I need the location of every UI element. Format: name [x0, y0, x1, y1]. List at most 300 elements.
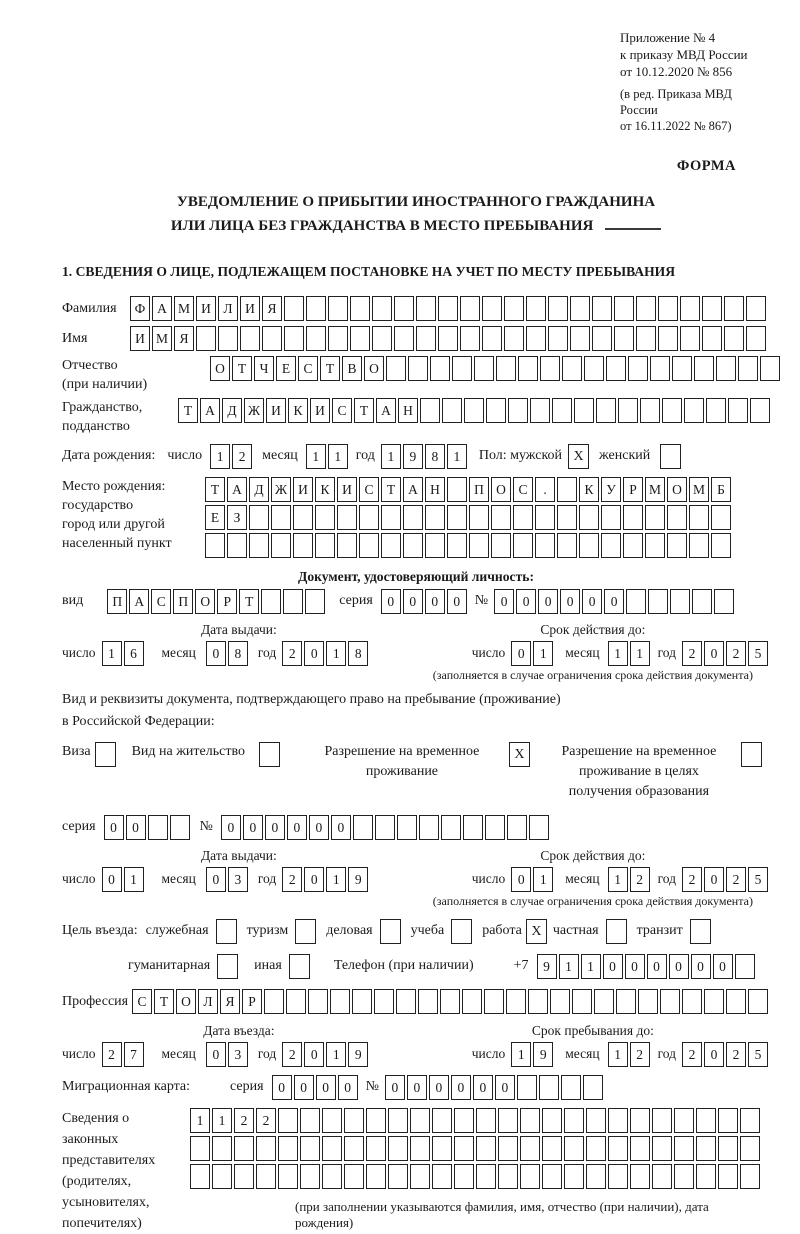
- char-cell[interactable]: [557, 533, 577, 558]
- char-cell[interactable]: У: [601, 477, 621, 502]
- char-cell[interactable]: И: [240, 296, 260, 321]
- char-cell[interactable]: [474, 356, 494, 381]
- char-cell[interactable]: 1: [533, 641, 553, 666]
- char-cell[interactable]: Т: [232, 356, 252, 381]
- char-cell[interactable]: 1: [306, 444, 326, 469]
- char-cell[interactable]: О: [195, 589, 215, 614]
- residence-permit-checkbox[interactable]: [259, 742, 280, 767]
- char-cell[interactable]: 0: [407, 1075, 427, 1100]
- char-cell[interactable]: 0: [447, 589, 467, 614]
- char-cell[interactable]: 2: [630, 1042, 650, 1067]
- char-cell[interactable]: [667, 533, 687, 558]
- char-cell[interactable]: [694, 356, 714, 381]
- char-cell[interactable]: 0: [316, 1075, 336, 1100]
- char-cell[interactable]: [403, 533, 423, 558]
- char-cell[interactable]: 2: [726, 867, 746, 892]
- char-cell[interactable]: [491, 505, 511, 530]
- char-cell[interactable]: 1: [447, 444, 467, 469]
- char-cell[interactable]: [592, 326, 612, 351]
- char-cell[interactable]: [628, 356, 648, 381]
- char-cell[interactable]: 2: [726, 641, 746, 666]
- char-cell[interactable]: 2: [682, 641, 702, 666]
- visa-checkbox[interactable]: [95, 742, 116, 767]
- char-cell[interactable]: [608, 1136, 628, 1161]
- char-cell[interactable]: 9: [348, 867, 368, 892]
- char-cell[interactable]: [484, 989, 504, 1014]
- char-cell[interactable]: [432, 1164, 452, 1189]
- char-cell[interactable]: Р: [217, 589, 237, 614]
- char-cell[interactable]: 0: [272, 1075, 292, 1100]
- char-cell[interactable]: 0: [331, 815, 351, 840]
- char-cell[interactable]: В: [342, 356, 362, 381]
- char-cell[interactable]: [410, 1164, 430, 1189]
- char-cell[interactable]: [498, 1164, 518, 1189]
- char-cell[interactable]: [548, 296, 568, 321]
- char-cell[interactable]: [658, 326, 678, 351]
- char-cell[interactable]: [674, 1108, 694, 1133]
- char-cell[interactable]: 1: [381, 444, 401, 469]
- char-cell[interactable]: [542, 1136, 562, 1161]
- char-cell[interactable]: А: [376, 398, 396, 423]
- char-cell[interactable]: [714, 589, 734, 614]
- char-cell[interactable]: [397, 815, 417, 840]
- char-cell[interactable]: [539, 1075, 559, 1100]
- char-cell[interactable]: [540, 356, 560, 381]
- char-cell[interactable]: [561, 1075, 581, 1100]
- char-cell[interactable]: [696, 1108, 716, 1133]
- char-cell[interactable]: С: [132, 989, 152, 1014]
- char-cell[interactable]: Т: [320, 356, 340, 381]
- char-cell[interactable]: [234, 1136, 254, 1161]
- char-cell[interactable]: [564, 1108, 584, 1133]
- char-cell[interactable]: [337, 505, 357, 530]
- char-cell[interactable]: Д: [249, 477, 269, 502]
- char-cell[interactable]: [262, 326, 282, 351]
- char-cell[interactable]: [594, 989, 614, 1014]
- char-cell[interactable]: 2: [726, 1042, 746, 1067]
- char-cell[interactable]: [746, 326, 766, 351]
- char-cell[interactable]: 7: [124, 1042, 144, 1067]
- char-cell[interactable]: И: [196, 296, 216, 321]
- char-cell[interactable]: [652, 1136, 672, 1161]
- char-cell[interactable]: [353, 815, 373, 840]
- char-cell[interactable]: [284, 326, 304, 351]
- char-cell[interactable]: [564, 1136, 584, 1161]
- char-cell[interactable]: [278, 1164, 298, 1189]
- char-cell[interactable]: [328, 296, 348, 321]
- char-cell[interactable]: [746, 296, 766, 321]
- char-cell[interactable]: [640, 398, 660, 423]
- char-cell[interactable]: Н: [398, 398, 418, 423]
- char-cell[interactable]: Т: [178, 398, 198, 423]
- char-cell[interactable]: [596, 398, 616, 423]
- char-cell[interactable]: [702, 326, 722, 351]
- char-cell[interactable]: Л: [198, 989, 218, 1014]
- char-cell[interactable]: [689, 533, 709, 558]
- char-cell[interactable]: 0: [126, 815, 146, 840]
- char-cell[interactable]: [706, 398, 726, 423]
- char-cell[interactable]: [583, 1075, 603, 1100]
- char-cell[interactable]: [306, 296, 326, 321]
- char-cell[interactable]: [350, 296, 370, 321]
- char-cell[interactable]: [366, 1108, 386, 1133]
- char-cell[interactable]: [711, 505, 731, 530]
- char-cell[interactable]: [372, 296, 392, 321]
- char-cell[interactable]: И: [337, 477, 357, 502]
- char-cell[interactable]: [293, 533, 313, 558]
- char-cell[interactable]: 0: [704, 867, 724, 892]
- char-cell[interactable]: [366, 1164, 386, 1189]
- char-cell[interactable]: Я: [220, 989, 240, 1014]
- char-cell[interactable]: З: [227, 505, 247, 530]
- char-cell[interactable]: 1: [328, 444, 348, 469]
- char-cell[interactable]: 8: [228, 641, 248, 666]
- char-cell[interactable]: [614, 326, 634, 351]
- char-cell[interactable]: [308, 989, 328, 1014]
- char-cell[interactable]: [240, 326, 260, 351]
- char-cell[interactable]: [322, 1164, 342, 1189]
- char-cell[interactable]: А: [152, 296, 172, 321]
- char-cell[interactable]: [464, 398, 484, 423]
- char-cell[interactable]: [372, 326, 392, 351]
- char-cell[interactable]: [482, 296, 502, 321]
- char-cell[interactable]: [740, 1108, 760, 1133]
- char-cell[interactable]: [724, 326, 744, 351]
- char-cell[interactable]: И: [293, 477, 313, 502]
- char-cell[interactable]: 0: [206, 1042, 226, 1067]
- char-cell[interactable]: [520, 1136, 540, 1161]
- char-cell[interactable]: [704, 989, 724, 1014]
- char-cell[interactable]: [306, 326, 326, 351]
- char-cell[interactable]: [388, 1164, 408, 1189]
- char-cell[interactable]: [212, 1164, 232, 1189]
- char-cell[interactable]: [482, 326, 502, 351]
- char-cell[interactable]: [305, 589, 325, 614]
- gender-female-checkbox[interactable]: [660, 444, 681, 469]
- char-cell[interactable]: [148, 815, 168, 840]
- char-cell[interactable]: [462, 989, 482, 1014]
- char-cell[interactable]: [330, 989, 350, 1014]
- char-cell[interactable]: [584, 356, 604, 381]
- char-cell[interactable]: [520, 1108, 540, 1133]
- char-cell[interactable]: [256, 1164, 276, 1189]
- purpose-commercial-checkbox[interactable]: [380, 919, 401, 944]
- char-cell[interactable]: Я: [262, 296, 282, 321]
- char-cell[interactable]: [293, 505, 313, 530]
- char-cell[interactable]: С: [151, 589, 171, 614]
- char-cell[interactable]: [337, 533, 357, 558]
- char-cell[interactable]: 1: [326, 641, 346, 666]
- char-cell[interactable]: [322, 1108, 342, 1133]
- char-cell[interactable]: М: [174, 296, 194, 321]
- char-cell[interactable]: [636, 326, 656, 351]
- char-cell[interactable]: [425, 505, 445, 530]
- char-cell[interactable]: [454, 1136, 474, 1161]
- char-cell[interactable]: [586, 1136, 606, 1161]
- char-cell[interactable]: [735, 954, 755, 979]
- char-cell[interactable]: 0: [669, 954, 689, 979]
- char-cell[interactable]: Н: [425, 477, 445, 502]
- char-cell[interactable]: [586, 1164, 606, 1189]
- char-cell[interactable]: 2: [232, 444, 252, 469]
- char-cell[interactable]: [476, 1164, 496, 1189]
- char-cell[interactable]: 1: [212, 1108, 232, 1133]
- char-cell[interactable]: [506, 989, 526, 1014]
- char-cell[interactable]: [626, 589, 646, 614]
- char-cell[interactable]: [570, 326, 590, 351]
- char-cell[interactable]: [375, 815, 395, 840]
- char-cell[interactable]: О: [176, 989, 196, 1014]
- char-cell[interactable]: [498, 1108, 518, 1133]
- char-cell[interactable]: [271, 533, 291, 558]
- char-cell[interactable]: 1: [608, 867, 628, 892]
- char-cell[interactable]: [278, 1136, 298, 1161]
- char-cell[interactable]: [381, 533, 401, 558]
- char-cell[interactable]: Е: [205, 505, 225, 530]
- char-cell[interactable]: [315, 505, 335, 530]
- char-cell[interactable]: [529, 815, 549, 840]
- char-cell[interactable]: [579, 533, 599, 558]
- char-cell[interactable]: [350, 326, 370, 351]
- char-cell[interactable]: 1: [124, 867, 144, 892]
- char-cell[interactable]: 0: [403, 589, 423, 614]
- char-cell[interactable]: Я: [174, 326, 194, 351]
- char-cell[interactable]: [760, 356, 780, 381]
- char-cell[interactable]: 0: [451, 1075, 471, 1100]
- char-cell[interactable]: [718, 1108, 738, 1133]
- char-cell[interactable]: [359, 533, 379, 558]
- char-cell[interactable]: [352, 989, 372, 1014]
- char-cell[interactable]: [728, 398, 748, 423]
- char-cell[interactable]: [469, 505, 489, 530]
- char-cell[interactable]: 0: [704, 641, 724, 666]
- char-cell[interactable]: М: [689, 477, 709, 502]
- char-cell[interactable]: 2: [682, 867, 702, 892]
- char-cell[interactable]: Б: [711, 477, 731, 502]
- char-cell[interactable]: 2: [282, 867, 302, 892]
- char-cell[interactable]: [601, 505, 621, 530]
- char-cell[interactable]: [680, 296, 700, 321]
- char-cell[interactable]: 0: [429, 1075, 449, 1100]
- purpose-transit-checkbox[interactable]: [690, 919, 711, 944]
- char-cell[interactable]: [196, 326, 216, 351]
- char-cell[interactable]: 9: [348, 1042, 368, 1067]
- char-cell[interactable]: [692, 589, 712, 614]
- char-cell[interactable]: [608, 1108, 628, 1133]
- char-cell[interactable]: 2: [682, 1042, 702, 1067]
- char-cell[interactable]: 2: [630, 867, 650, 892]
- char-cell[interactable]: [526, 296, 546, 321]
- char-cell[interactable]: [548, 326, 568, 351]
- gender-male-checkbox[interactable]: X: [568, 444, 589, 469]
- char-cell[interactable]: [205, 533, 225, 558]
- char-cell[interactable]: [711, 533, 731, 558]
- char-cell[interactable]: [394, 296, 414, 321]
- char-cell[interactable]: [425, 533, 445, 558]
- char-cell[interactable]: [564, 1164, 584, 1189]
- char-cell[interactable]: 0: [381, 589, 401, 614]
- char-cell[interactable]: [418, 989, 438, 1014]
- char-cell[interactable]: 1: [102, 641, 122, 666]
- char-cell[interactable]: С: [298, 356, 318, 381]
- char-cell[interactable]: И: [130, 326, 150, 351]
- char-cell[interactable]: [170, 815, 190, 840]
- char-cell[interactable]: 0: [691, 954, 711, 979]
- char-cell[interactable]: [344, 1108, 364, 1133]
- char-cell[interactable]: [454, 1108, 474, 1133]
- purpose-other-checkbox[interactable]: [289, 954, 310, 979]
- char-cell[interactable]: [460, 296, 480, 321]
- char-cell[interactable]: [344, 1164, 364, 1189]
- purpose-business-checkbox[interactable]: [216, 919, 237, 944]
- purpose-private-checkbox[interactable]: [606, 919, 627, 944]
- char-cell[interactable]: 1: [533, 867, 553, 892]
- char-cell[interactable]: [278, 1108, 298, 1133]
- char-cell[interactable]: 5: [748, 867, 768, 892]
- char-cell[interactable]: 0: [304, 1042, 324, 1067]
- char-cell[interactable]: Е: [276, 356, 296, 381]
- char-cell[interactable]: [702, 296, 722, 321]
- char-cell[interactable]: [403, 505, 423, 530]
- char-cell[interactable]: [190, 1136, 210, 1161]
- char-cell[interactable]: [394, 326, 414, 351]
- char-cell[interactable]: [374, 989, 394, 1014]
- char-cell[interactable]: [234, 1164, 254, 1189]
- char-cell[interactable]: О: [364, 356, 384, 381]
- char-cell[interactable]: [667, 505, 687, 530]
- char-cell[interactable]: 2: [282, 641, 302, 666]
- char-cell[interactable]: 0: [265, 815, 285, 840]
- char-cell[interactable]: [359, 505, 379, 530]
- char-cell[interactable]: [648, 589, 668, 614]
- char-cell[interactable]: Т: [205, 477, 225, 502]
- char-cell[interactable]: [614, 296, 634, 321]
- char-cell[interactable]: [476, 1108, 496, 1133]
- char-cell[interactable]: [438, 326, 458, 351]
- char-cell[interactable]: [670, 589, 690, 614]
- char-cell[interactable]: [416, 326, 436, 351]
- char-cell[interactable]: 0: [304, 641, 324, 666]
- char-cell[interactable]: [344, 1136, 364, 1161]
- char-cell[interactable]: Т: [154, 989, 174, 1014]
- char-cell[interactable]: 8: [425, 444, 445, 469]
- char-cell[interactable]: 0: [495, 1075, 515, 1100]
- char-cell[interactable]: [696, 1164, 716, 1189]
- char-cell[interactable]: 0: [294, 1075, 314, 1100]
- char-cell[interactable]: 0: [102, 867, 122, 892]
- char-cell[interactable]: [463, 815, 483, 840]
- char-cell[interactable]: 3: [228, 1042, 248, 1067]
- char-cell[interactable]: [562, 356, 582, 381]
- char-cell[interactable]: [528, 989, 548, 1014]
- char-cell[interactable]: Ч: [254, 356, 274, 381]
- char-cell[interactable]: 1: [608, 1042, 628, 1067]
- char-cell[interactable]: [618, 398, 638, 423]
- char-cell[interactable]: [410, 1108, 430, 1133]
- char-cell[interactable]: [261, 589, 281, 614]
- char-cell[interactable]: 0: [338, 1075, 358, 1100]
- char-cell[interactable]: 0: [104, 815, 124, 840]
- char-cell[interactable]: [486, 398, 506, 423]
- char-cell[interactable]: 0: [704, 1042, 724, 1067]
- char-cell[interactable]: 0: [603, 954, 623, 979]
- char-cell[interactable]: [513, 533, 533, 558]
- char-cell[interactable]: 0: [304, 867, 324, 892]
- char-cell[interactable]: 2: [256, 1108, 276, 1133]
- char-cell[interactable]: [579, 505, 599, 530]
- char-cell[interactable]: С: [359, 477, 379, 502]
- char-cell[interactable]: [386, 356, 406, 381]
- char-cell[interactable]: 1: [511, 1042, 531, 1067]
- char-cell[interactable]: [684, 398, 704, 423]
- char-cell[interactable]: 1: [581, 954, 601, 979]
- char-cell[interactable]: Т: [239, 589, 259, 614]
- char-cell[interactable]: [518, 356, 538, 381]
- char-cell[interactable]: [608, 1164, 628, 1189]
- char-cell[interactable]: 0: [582, 589, 602, 614]
- char-cell[interactable]: [190, 1164, 210, 1189]
- char-cell[interactable]: 0: [473, 1075, 493, 1100]
- char-cell[interactable]: 0: [713, 954, 733, 979]
- char-cell[interactable]: [652, 1164, 672, 1189]
- char-cell[interactable]: [726, 989, 746, 1014]
- char-cell[interactable]: [592, 296, 612, 321]
- char-cell[interactable]: 9: [403, 444, 423, 469]
- char-cell[interactable]: [586, 1108, 606, 1133]
- char-cell[interactable]: О: [210, 356, 230, 381]
- char-cell[interactable]: [315, 533, 335, 558]
- char-cell[interactable]: [636, 296, 656, 321]
- char-cell[interactable]: [249, 505, 269, 530]
- char-cell[interactable]: А: [227, 477, 247, 502]
- char-cell[interactable]: Т: [354, 398, 374, 423]
- char-cell[interactable]: [550, 989, 570, 1014]
- char-cell[interactable]: 0: [604, 589, 624, 614]
- char-cell[interactable]: [408, 356, 428, 381]
- char-cell[interactable]: 9: [533, 1042, 553, 1067]
- char-cell[interactable]: [227, 533, 247, 558]
- char-cell[interactable]: Р: [623, 477, 643, 502]
- char-cell[interactable]: [388, 1136, 408, 1161]
- char-cell[interactable]: [476, 1136, 496, 1161]
- char-cell[interactable]: И: [266, 398, 286, 423]
- char-cell[interactable]: [740, 1136, 760, 1161]
- char-cell[interactable]: 5: [748, 1042, 768, 1067]
- char-cell[interactable]: [452, 356, 472, 381]
- char-cell[interactable]: О: [667, 477, 687, 502]
- char-cell[interactable]: [271, 505, 291, 530]
- char-cell[interactable]: [256, 1136, 276, 1161]
- char-cell[interactable]: [623, 533, 643, 558]
- char-cell[interactable]: [469, 533, 489, 558]
- char-cell[interactable]: 1: [630, 641, 650, 666]
- char-cell[interactable]: [284, 296, 304, 321]
- char-cell[interactable]: 2: [102, 1042, 122, 1067]
- char-cell[interactable]: П: [173, 589, 193, 614]
- char-cell[interactable]: К: [315, 477, 335, 502]
- char-cell[interactable]: [535, 533, 555, 558]
- char-cell[interactable]: [430, 356, 450, 381]
- char-cell[interactable]: П: [469, 477, 489, 502]
- char-cell[interactable]: [432, 1136, 452, 1161]
- char-cell[interactable]: 1: [190, 1108, 210, 1133]
- char-cell[interactable]: 1: [559, 954, 579, 979]
- char-cell[interactable]: 0: [287, 815, 307, 840]
- char-cell[interactable]: 0: [221, 815, 241, 840]
- char-cell[interactable]: [218, 326, 238, 351]
- purpose-tourism-checkbox[interactable]: [295, 919, 316, 944]
- char-cell[interactable]: 0: [516, 589, 536, 614]
